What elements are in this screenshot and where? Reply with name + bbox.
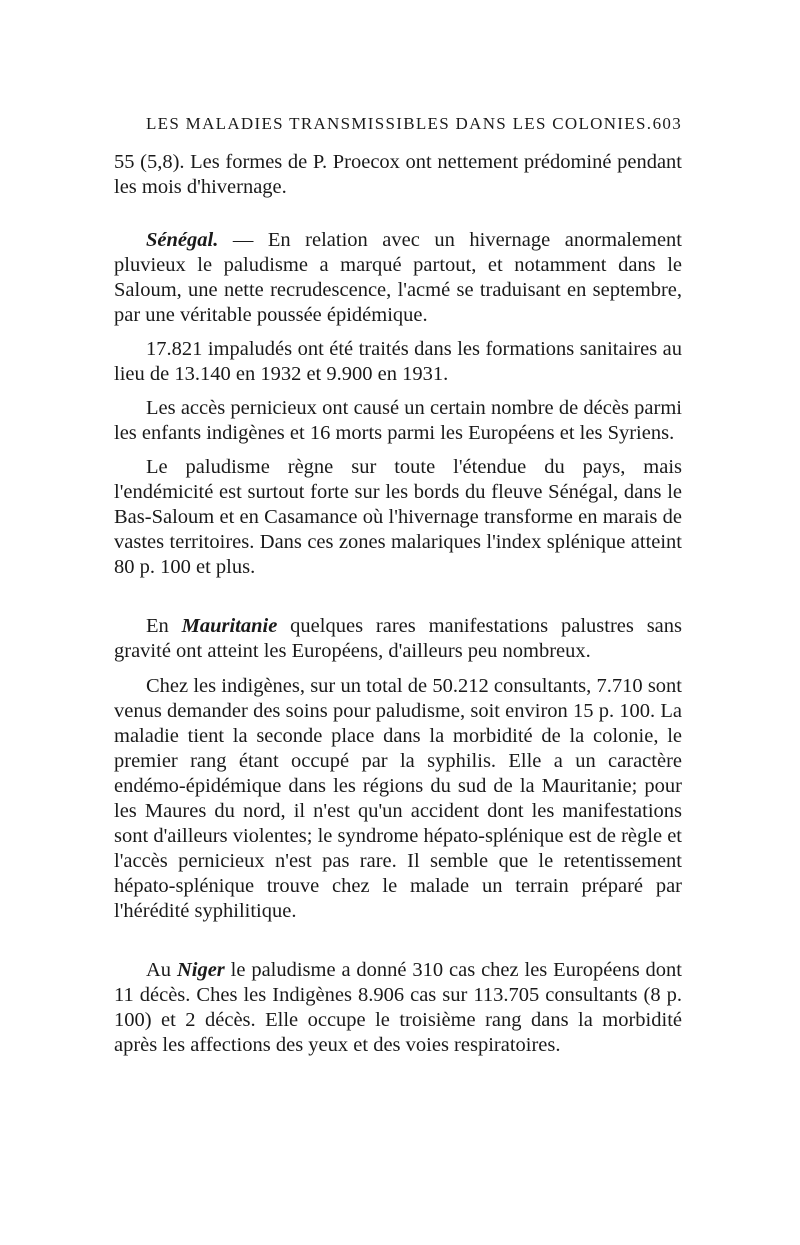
paragraph-text: 55 (5,8). Les formes de P. Proecox ont nettement prédominé pendant les mois d'hivernage. xyxy=(114,151,682,198)
paragraph-senegal xyxy=(114,228,682,328)
paragraph-impaludes xyxy=(114,337,682,387)
paragraph-text: — En relation avec un hivernage anormalement pluvieux le paludisme a marqué partout, et notamment dans le Saloum, une nette recrudescence, l'acmé se traduisant en septembre, par une véritable poussée épidémique. xyxy=(114,229,682,326)
paragraph-continuation xyxy=(114,150,682,200)
paragraph-indigenes-mauritanie xyxy=(114,674,682,924)
body-text xyxy=(114,150,682,1058)
paragraph-text: 17.821 impaludés ont été traités dans les formations sanitaires au lieu de 13.140 en 1932 et 9.900 en 1931. xyxy=(114,338,682,385)
paragraph-text: Le paludisme règne sur toute l'étendue du pays, mais l'endémicité est surtout forte sur les bords du fleuve Sénégal, dans le Bas-Saloum et en Casamance où l'hivernage transforme en marais de vastes territoires. Dans ces zones malariques l'index splénique atteint 80 p. 100 et plus. xyxy=(114,456,682,578)
section-lead-senegal: Sénégal. xyxy=(146,229,219,251)
paragraph-text: le paludisme a donné 310 cas chez les Européens dont 11 décès. Ches les Indigènes 8.906 cas sur 113.705 consultants (8 p. 100) et 2 décès. Elle occupe le troisième rang dans la morbidité après les affections des yeux et des voies respiratoires. xyxy=(114,959,682,1056)
running-title: LES MALADIES TRANSMISSIBLES DANS LES COLONIES. xyxy=(146,114,653,133)
place-name-mauritanie: Mauritanie xyxy=(181,615,278,637)
paragraph-acces-pernicieux xyxy=(114,396,682,446)
paragraph-text: quelques rares manifestations palustres sans gravité ont atteint les Européens, d'ailleurs peu nombreux. xyxy=(114,615,682,662)
paragraph-text: Chez les indigènes, sur un total de 50.212 consultants, 7.710 sont venus demander des soins pour paludisme, soit environ 15 p. 100. La maladie tient la seconde place dans la morbidité de la colonie, le premier rang étant occupé par la syphilis. Elle a un caractère endémo-épidémique dans les régions du sud de la Mauritanie; pour les Maures du nord, il n'est qu'un accident dont les manifestations sont d'ailleurs violentes; le syndrome hépato-splénique est de règle et l'accès pernicieux n'est pas rare. Il semble que le retentissement hépato-splénique trouve chez le malade un terrain préparé par l'hérédité syphilitique. xyxy=(114,675,682,922)
paragraph-text: Les accès pernicieux ont causé un certain nombre de décès parmi les enfants indigènes et 16 morts parmi les Européens et les Syriens. xyxy=(114,397,682,444)
paragraph-mauritanie xyxy=(114,614,682,664)
paragraph-niger xyxy=(114,958,682,1058)
place-name-niger: Niger xyxy=(176,959,225,981)
page-number: 603 xyxy=(652,114,682,133)
running-header xyxy=(146,114,682,144)
paragraph-prefix: En xyxy=(146,615,182,637)
paragraph-endemicite xyxy=(114,455,682,580)
paragraph-prefix: Au xyxy=(146,959,177,981)
